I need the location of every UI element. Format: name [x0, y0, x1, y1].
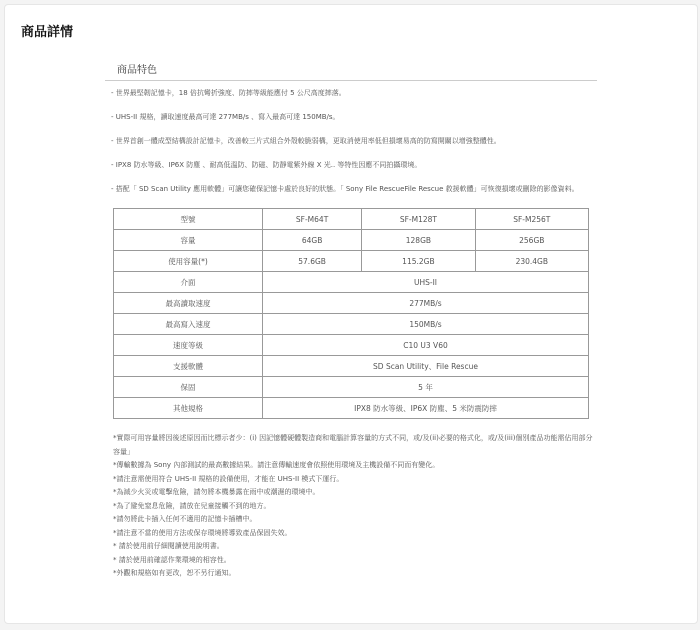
feature-item: - IPX8 防水等級、IP6X 防塵 、耐高低溫防、防磁、防靜電紫外線 X 光.. 等特性因應不同拍攝環境。 [111, 161, 422, 169]
note: *請勿將此卡插入任何不適用的記憶卡插槽中。 [113, 515, 257, 523]
cell: 230.4GB [475, 251, 588, 272]
page-title: 商品詳情 [21, 25, 74, 40]
cell: SD Scan Utility、File Rescue [263, 356, 589, 377]
cell: IPX8 防水等級、IP6X 防塵、5 米防震防摔 [263, 398, 589, 419]
cell: 277MB/s [263, 293, 589, 314]
table-header-row [114, 209, 589, 230]
table-row [114, 293, 589, 314]
feature-item: - 世界最堅韌記憶卡，18 倍抗彎折強度、防摔等級能應付 5 公尺高度摔落。 [111, 89, 346, 97]
cell: 128GB [362, 230, 475, 251]
row-label: 速度等級 [114, 335, 263, 356]
table-row [114, 398, 589, 419]
header-cell: 型號 [114, 209, 263, 230]
row-label: 支援軟體 [114, 356, 263, 377]
note: *傳輸數據為 Sony 內部測試的最高數據結果。請注意傳輸速度會依照使用環境及主機設備不同而有變化。 [113, 461, 440, 469]
row-label: 容量 [114, 230, 263, 251]
note: *請注意需使用符合 UHS-II 規格的設備使用，才能在 UHS-II 模式下運行。 [113, 474, 344, 483]
note: * 請於使用前仔細閱讀使用說明書。 [113, 542, 224, 550]
cell: C10 U3 V60 [263, 335, 589, 356]
header-cell: SF-M128T [362, 209, 475, 230]
note: *請注意不當的使用方法或保存環境將導致產品保固失效。 [113, 528, 292, 537]
table-row [114, 272, 589, 293]
table-row [114, 314, 589, 335]
note: *為了避免窒息危險，請放在兒童接觸不到的地方。 [113, 501, 271, 510]
table-row [114, 335, 589, 356]
feature-item: - UHS-II 規格，讀取速度最高可達 277MB/s 、寫入最高可達 150MB/s。 [111, 113, 340, 121]
table-row [114, 377, 589, 398]
row-label: 使用容量(*) [114, 251, 263, 272]
notes [113, 432, 593, 581]
note: *為減少火災或電擊危險，請勿將本機暴露在雨中或潮濕的環境中。 [113, 488, 320, 496]
feature-item: - 搭配「 SD Scan Utility 應用軟體」可讓您確保記憶卡處於良好的狀態。「 Sony File RescueFile Rescue 救援軟體」可恢復損壞或刪除的影像資料。 [111, 185, 579, 193]
header-cell: SF-M256T [475, 209, 588, 230]
feature-item: - 世界首創一體成型結構設計記憶卡，改善較三片式組合外殼較脆弱構，更取消使用率低但損壞易高的防寫開關以增強整體性。 [111, 137, 501, 145]
row-label: 保固 [114, 377, 263, 398]
note: *外觀和規格如有更改，恕不另行通知。 [113, 569, 236, 577]
section-title: 商品特色 [117, 65, 157, 76]
cell: 150MB/s [263, 314, 589, 335]
row-label: 其他規格 [114, 398, 263, 419]
divider [105, 80, 597, 81]
row-label: 介面 [114, 272, 263, 293]
cell: 57.6GB [263, 251, 362, 272]
table-row [114, 356, 589, 377]
row-label: 最高讀取速度 [114, 293, 263, 314]
table-row [114, 230, 589, 251]
spec-table [113, 208, 589, 419]
header-cell: SF-M64T [263, 209, 362, 230]
note: *實際可用容量將因後述原因而比標示者少：(i) 因記憶體硬體製造商和電腦計算容量的方式不同，或/及(ii)必要的格式化，或/及(iii)個別產品功能需佔用部分容量」 [113, 434, 593, 456]
cell: 5 年 [263, 377, 589, 398]
row-label: 最高寫入速度 [114, 314, 263, 335]
note: * 請於使用前確認作業環境的相容性。 [113, 555, 231, 564]
features-section [105, 61, 597, 207]
cell: 115.2GB [362, 251, 475, 272]
cell: 64GB [263, 230, 362, 251]
cell: UHS-II [263, 272, 589, 293]
cell: 256GB [475, 230, 588, 251]
table-row [114, 251, 589, 272]
